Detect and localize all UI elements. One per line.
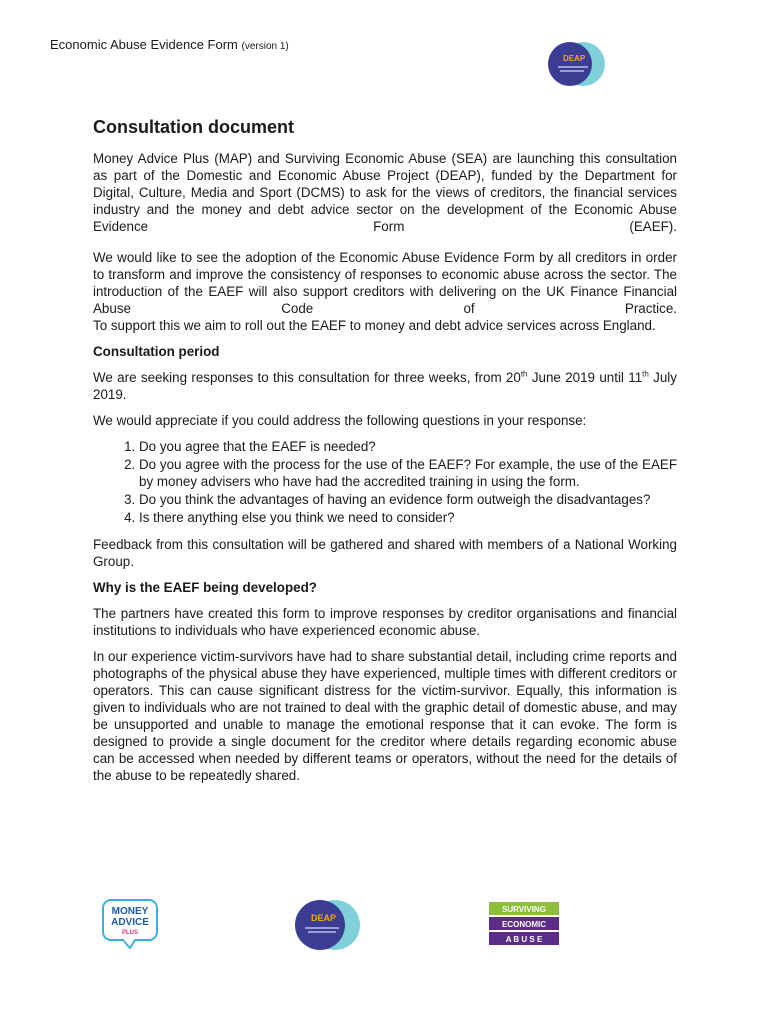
list-item: 4. Is there anything else you think we need to consider? [139,509,677,526]
svg-text:ECONOMIC: ECONOMIC [502,920,546,929]
header-version: (version 1) [241,41,289,52]
header-title: Economic Abuse Evidence Form [50,37,238,52]
surviving-economic-abuse-logo [489,902,559,946]
page-header [50,37,289,52]
list-item: 3. Do you think the advantages of having an evidence form outweigh the disadvantages? [139,491,677,508]
intro-paragraph-2-tail: To support this we aim to roll out the EAEF to money and debt advice services across England. [93,318,656,333]
period-paragraph: We are seeking responses to this consultation for three weeks, from 20th June 2019 until 11th July 2019. [93,369,677,402]
svg-text:SURVIVING: SURVIVING [502,905,546,914]
questions-intro: We would appreciate if you could address the following questions in your response: [93,413,587,428]
feedback-paragraph: Feedback from this consultation will be gathered and shared with members of a National Working Group. [93,537,677,569]
questions-list [93,438,677,526]
doc-title: Consultation document [93,117,294,137]
svg-text:ADVICE: ADVICE [111,917,149,928]
why-heading: Why is the EAEF being developed? [93,580,317,595]
svg-text:PLUS: PLUS [121,930,139,936]
intro-paragraph-1: Money Advice Plus (MAP) and Surviving Economic Abuse (SEA) are launching this consultation as part of the Domestic and Economic Abuse Project (DEAP), funded by the Department for Digital, Culture, Media and Sport (DCMS) to ask for the views of creditors, the financial services industry and the money and debt advice sector on the development of the Economic Abuse Evidence Form (EAEF). [93,151,677,234]
deap-logo-header [546,40,608,88]
money-advice-plus-logo [101,898,159,950]
svg-text:MONEY: MONEY [111,906,149,917]
list-item: 2. Do you agree with the process for the use of the EAEF? For example, the use of the EAEF by money advisers who have had the accredited training in using the form. [139,456,677,490]
intro-paragraph-2: We would like to see the adoption of the Economic Abuse Evidence Form by all creditors in order to transform and improve the consistency of responses to economic abuse across the sector. The introduction of the EAEF will also support creditors with delivering on the UK Finance Financial Abuse Code of Practice. [93,250,677,316]
deap-logo-footer [292,898,362,952]
svg-text:DEAP: DEAP [311,913,337,923]
period-heading: Consultation period [93,344,220,359]
list-item: 1. Do you agree that the EAEF is needed? [139,438,677,455]
document-body [93,116,677,793]
why-paragraph-2: In our experience victim-survivors have had to share substantial detail, including crime reports and photographs of the physical abuse they have experienced, multiple times with different creditors or operators. This can cause significant distress for the victim-survivor. Equally, this information is given to individuals who are not trained to deal with the graphic detail of domestic abuse, and may be unsupported and unable to manage the emotional response that it can evoke. The form is designed to provide a single document for the creditor where details regarding economic abuse can be accessed when needed by different teams or operators, without the need for the details of the abuse to be repeatedly shared. [93,649,677,783]
deap-logo-text: DEAP [563,54,586,63]
svg-text:A B U S E: A B U S E [505,935,543,944]
why-paragraph-1: The partners have created this form to improve responses by creditor organisations and financial institutions to individuals who have experienced economic abuse. [93,606,677,638]
